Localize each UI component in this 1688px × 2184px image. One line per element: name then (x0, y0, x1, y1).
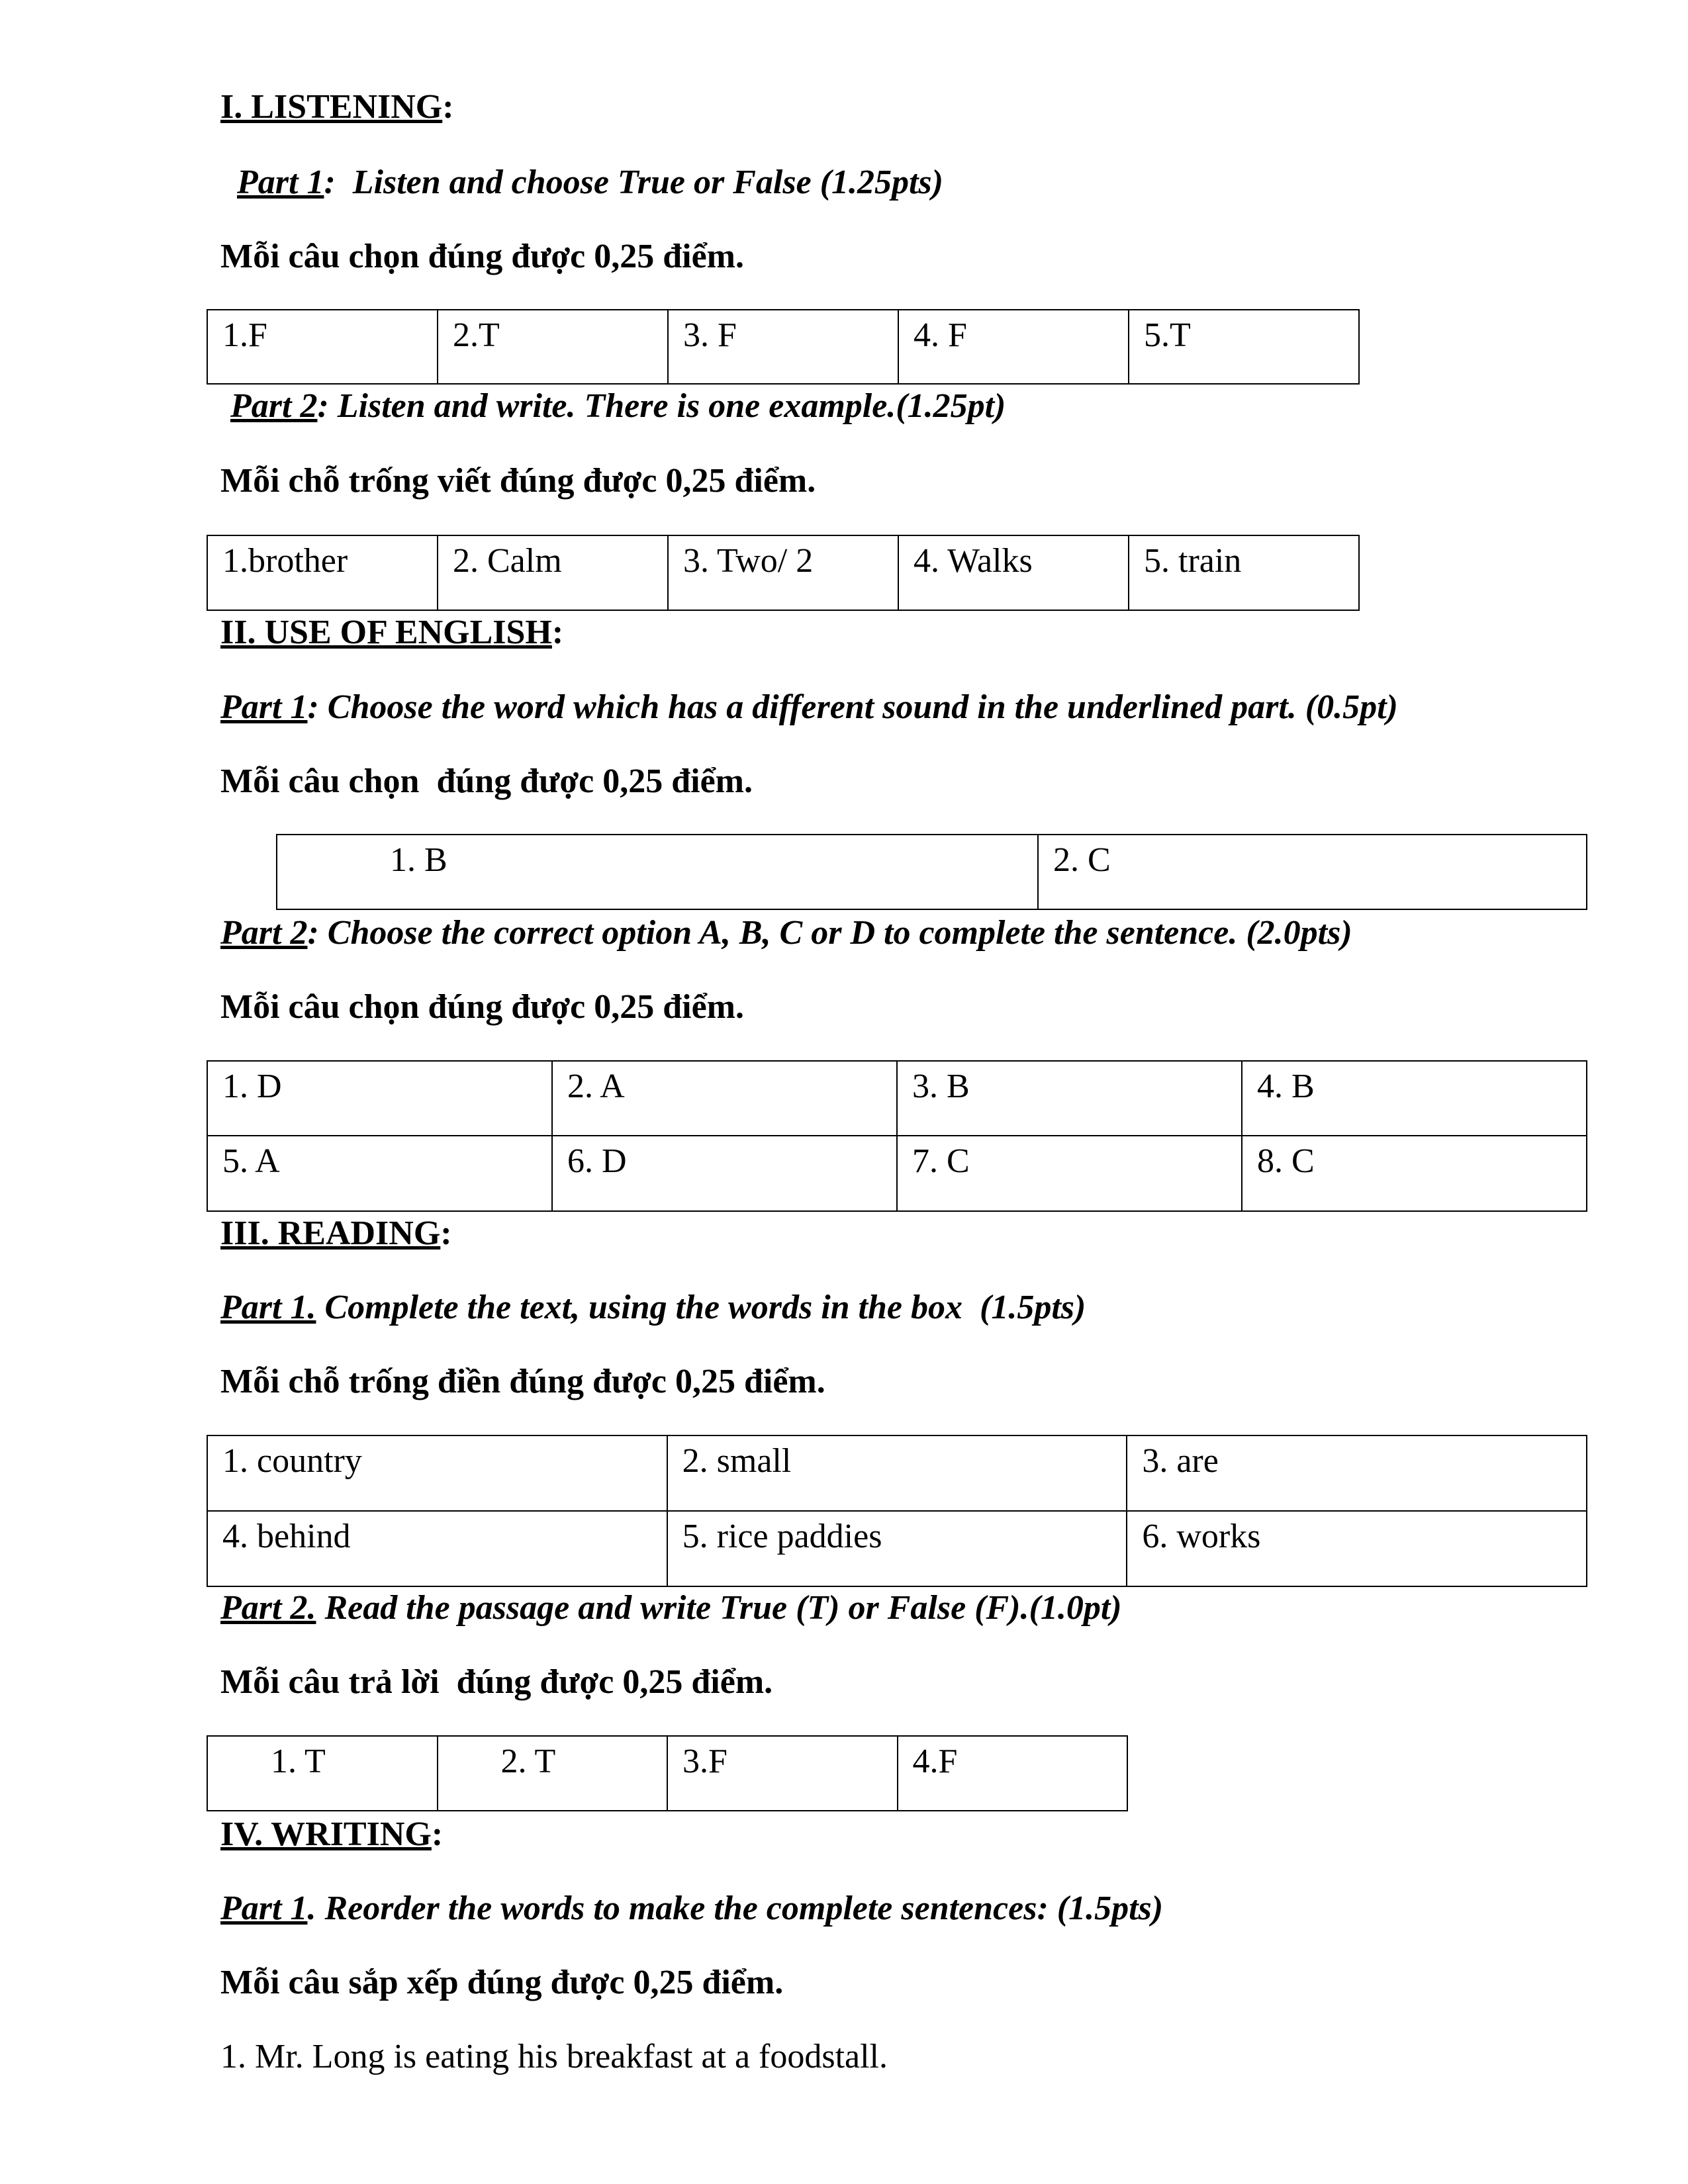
answer-cell: 2. C (1038, 835, 1587, 909)
scoring-note: Mỗi chỗ trống điền đúng được 0,25 điểm. (220, 1363, 825, 1400)
section-heading-use-of-english: II. USE OF ENGLISH: (220, 614, 564, 651)
part-heading: Part 1. Complete the text, using the words in the box (1.5pts) (220, 1289, 1086, 1326)
part-heading: Part 2: Choose the correct option A, B, C or D to complete the sentence. (2.0pts) (220, 914, 1352, 952)
scoring-note: Mỗi câu chọn đúng được 0,25 điểm. (220, 238, 744, 275)
part-heading: Part 2: Listen and write. There is one example.(1.25pt) (230, 387, 1006, 425)
answer-cell: 5. train (1129, 535, 1359, 610)
answer-table (207, 309, 1360, 385)
answer-cell: 2. Calm (438, 535, 668, 610)
answer-cell: 4.F (898, 1736, 1128, 1811)
answer-cell: 6. D (552, 1136, 897, 1211)
part-heading: Part 2. Read the passage and write True (T) or False (F).(1.0pt) (220, 1589, 1122, 1627)
part-heading: Part 1: Listen and choose True or False (1.25pts) (237, 163, 943, 201)
section-heading-writing: IV. WRITING: (220, 1815, 444, 1853)
scoring-note: Mỗi chỗ trống viết đúng được 0,25 điểm. (220, 462, 816, 500)
answer-cell: 3.F (667, 1736, 898, 1811)
answer-cell: 4. F (898, 310, 1129, 384)
answer-cell: 8. C (1242, 1136, 1587, 1211)
answer-cell: 1. D (207, 1061, 552, 1136)
answer-cell: 1.brother (207, 535, 438, 610)
answer-cell: 3. are (1127, 1435, 1587, 1511)
answer-cell: 3. F (668, 310, 898, 384)
scoring-note: Mỗi câu chọn đúng được 0,25 điểm. (220, 988, 744, 1026)
answer-cell: 2.T (438, 310, 668, 384)
answer-table (207, 1060, 1587, 1212)
answer-cell: 2. small (667, 1435, 1127, 1511)
answer-cell: 5. A (207, 1136, 552, 1211)
answer-cell: 1. country (207, 1435, 667, 1511)
answer-cell: 2. A (552, 1061, 897, 1136)
answer-cell: 4. Walks (898, 535, 1129, 610)
answer-table (276, 834, 1587, 910)
scoring-note: Mỗi câu trả lời đúng được 0,25 điểm. (220, 1663, 773, 1701)
answer-cell: 5.T (1129, 310, 1359, 384)
answer-table (207, 535, 1360, 611)
answer-cell: 3. B (897, 1061, 1242, 1136)
part-heading: Part 1: Choose the word which has a different sound in the underlined part. (0.5pt) (220, 688, 1398, 726)
answer-cell: 1. B (277, 835, 1038, 909)
answer-table (207, 1435, 1587, 1587)
scoring-note: Mỗi câu chọn đúng được 0,25 điểm. (220, 762, 753, 800)
answer-sentence: 1. Mr. Long is eating his breakfast at a foodstall. (220, 2038, 888, 2075)
answer-cell: 5. rice paddies (667, 1511, 1127, 1586)
answer-cell: 1.F (207, 310, 438, 384)
section-heading-reading: III. READING: (220, 1214, 452, 1252)
answer-cell: 2. T (438, 1736, 668, 1811)
part-heading: Part 1. Reorder the words to make the complete sentences: (1.5pts) (220, 1889, 1164, 1927)
answer-cell: 1. T (207, 1736, 438, 1811)
answer-cell: 3. Two/ 2 (668, 535, 898, 610)
answer-table (207, 1735, 1128, 1811)
answer-cell: 4. behind (207, 1511, 667, 1586)
answer-cell: 6. works (1127, 1511, 1587, 1586)
section-heading-listening: I. LISTENING: (220, 88, 454, 126)
answer-cell: 4. B (1242, 1061, 1587, 1136)
answer-cell: 7. C (897, 1136, 1242, 1211)
scoring-note: Mỗi câu sắp xếp đúng được 0,25 điểm. (220, 1964, 784, 2001)
